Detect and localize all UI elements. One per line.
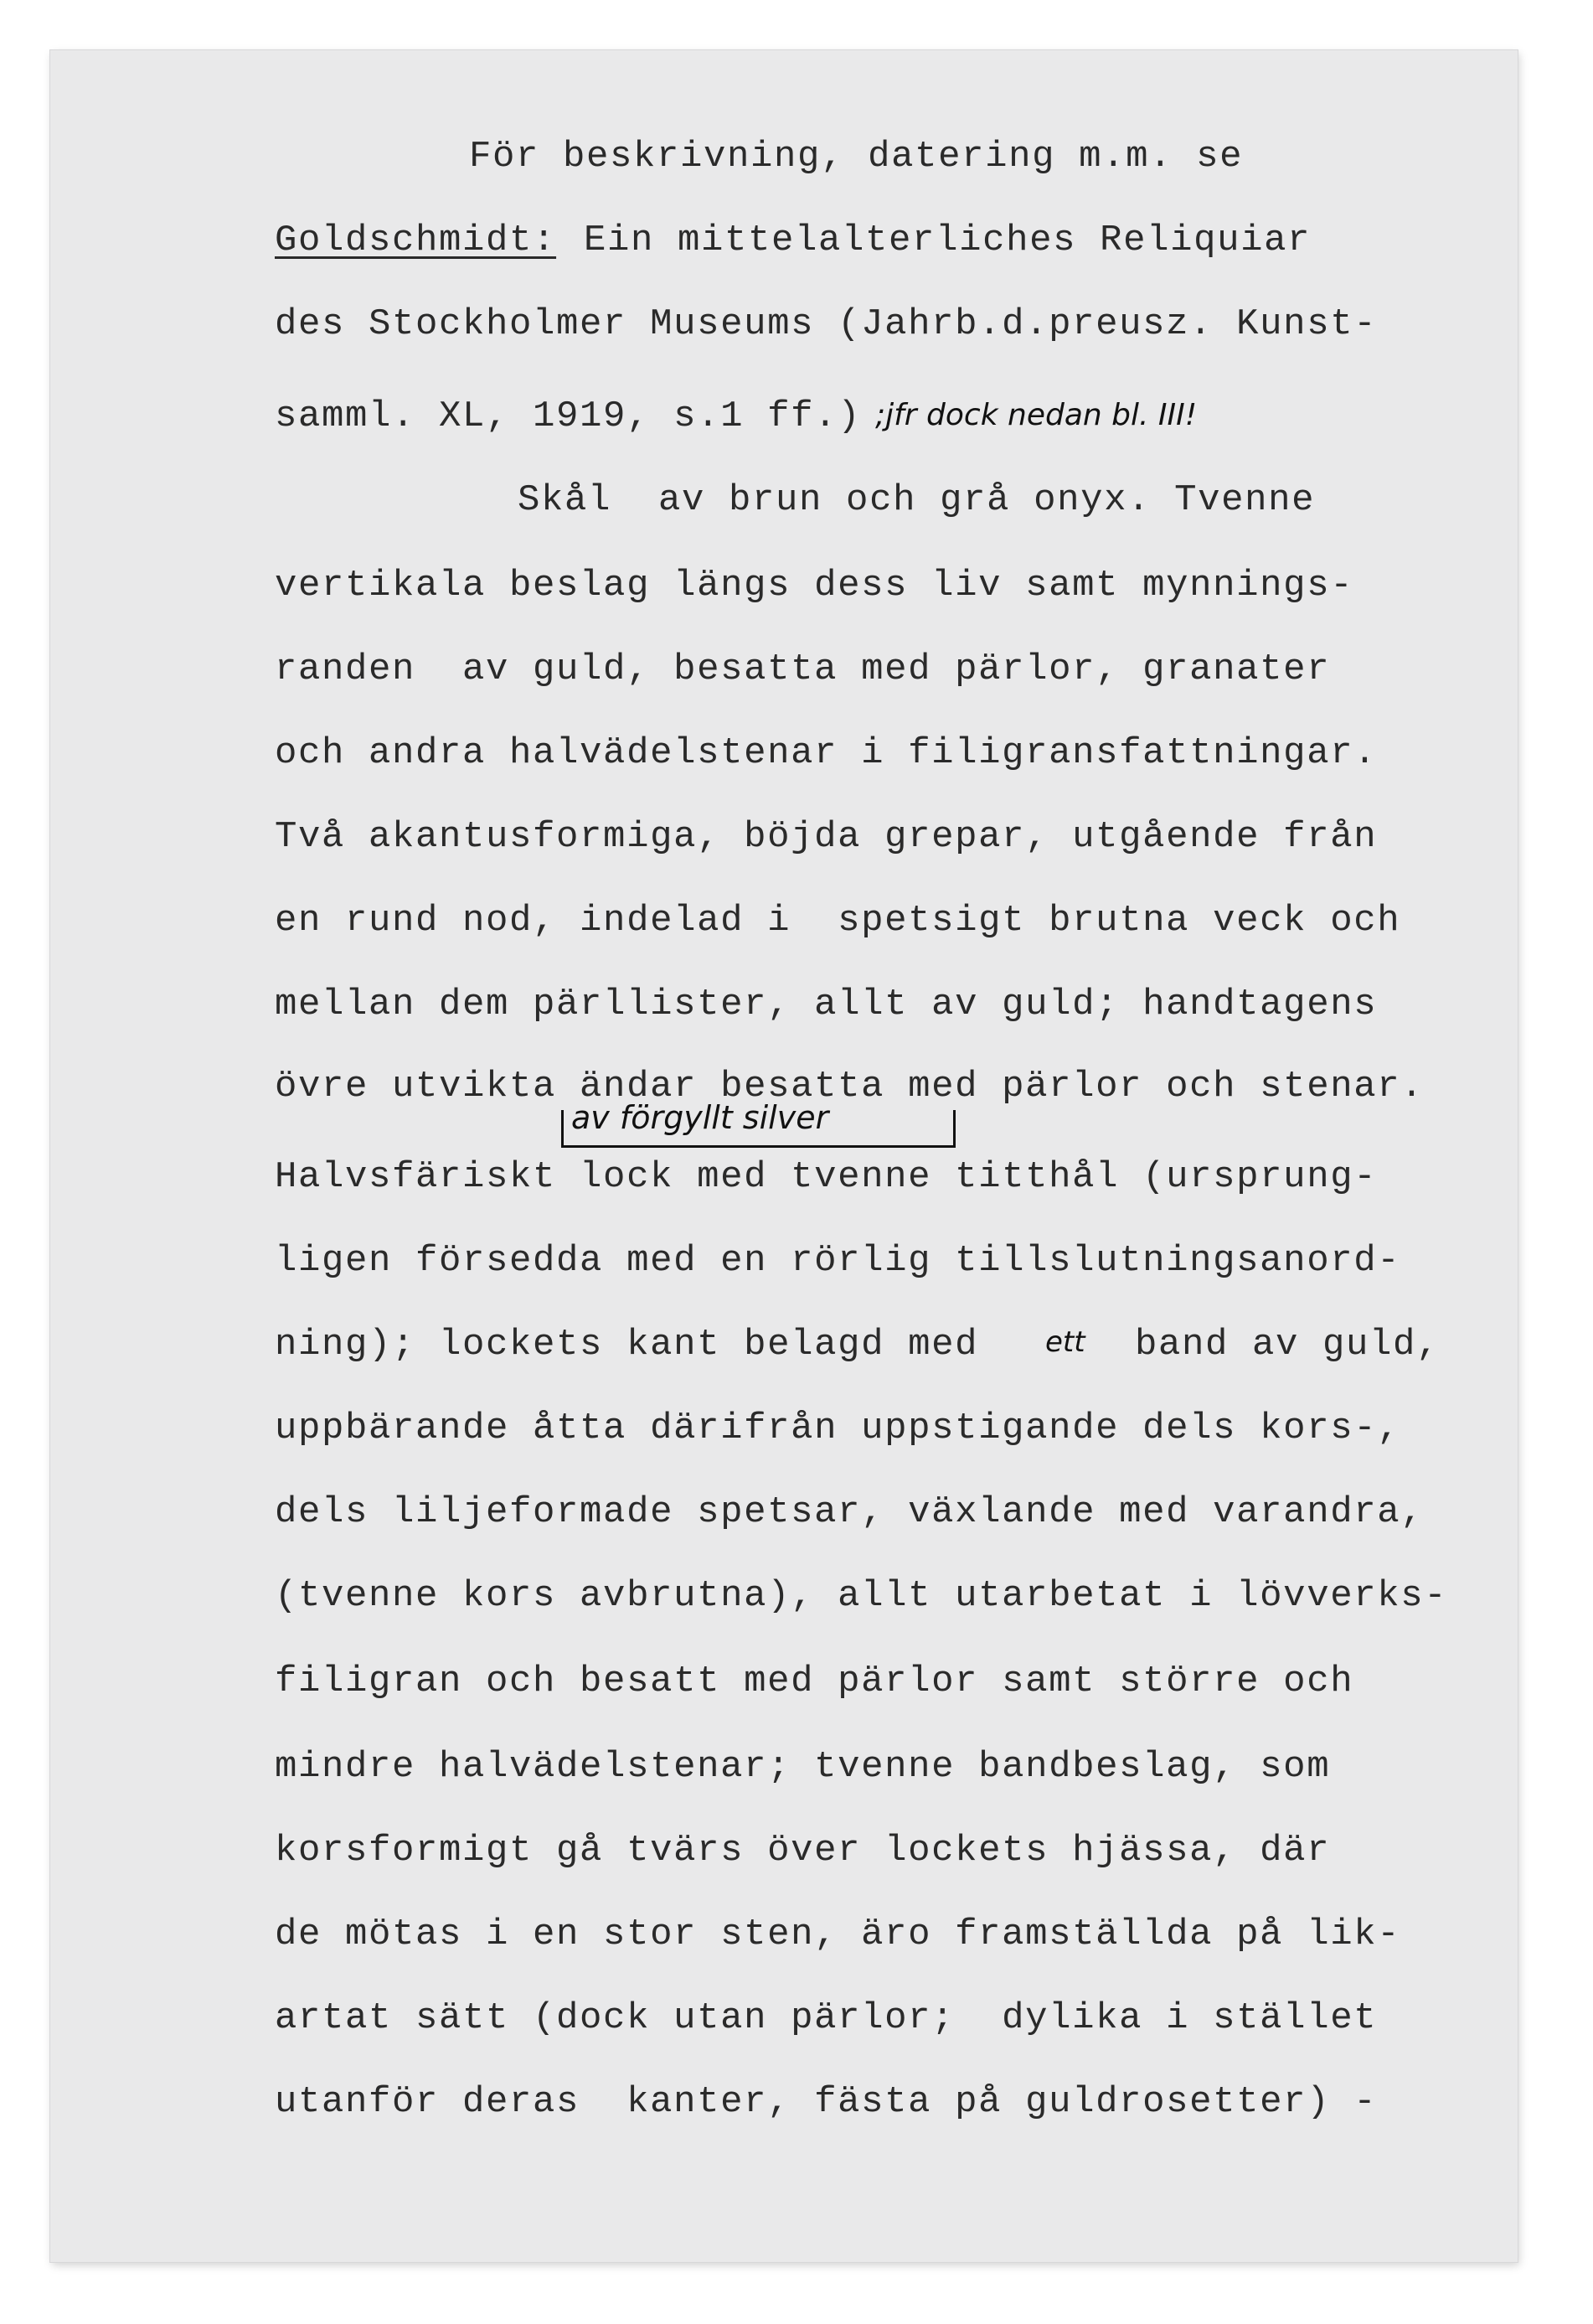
text-line-17: dels liljeformade spetsar, växlande med varandra,	[275, 1491, 1425, 1533]
text-line-20: mindre halvädelstenar; tvenne bandbeslag, som	[275, 1746, 1331, 1788]
text-line-5: Skål av brun och grå onyx. Tvenne	[518, 479, 1316, 521]
text-line-1: För beskrivning, datering m.m. se	[469, 136, 1244, 178]
text-line-18: (tvenne kors avbrutna), allt utarbetat i lövverks-	[275, 1575, 1448, 1617]
author-reference: Goldschmidt:	[275, 219, 557, 261]
text-line-6: vertikala beslag längs dess liv samt mynnings-	[275, 565, 1354, 607]
text-line-14: ligen försedda med en rörlig tillslutningsanord-	[275, 1240, 1401, 1282]
text-line-11: mellan dem pärllister, allt av guld; handtagens	[275, 984, 1378, 1025]
text-line-4: samml. XL, 1919, s.1 ff.)	[275, 395, 862, 437]
text-line-7: randen av guld, besatta med pärlor, granater	[275, 648, 1331, 690]
handwritten-reference-note: ;jfr dock nedan bl. III!	[875, 398, 1198, 432]
text-line-3: des Stockholmer Museums (Jahrb.d.preusz. Kunst-	[275, 303, 1378, 345]
text-line-12: övre utvikta ändar besatta med pärlor och stenar.	[275, 1066, 1425, 1108]
text-line-21: korsformigt gå tvärs över lockets hjässa, där	[275, 1830, 1331, 1872]
handwritten-insertion-ett: ett	[1045, 1325, 1085, 1359]
text-line-24: utanför deras kanter, fästa på guldrosetter) -	[275, 2081, 1378, 2123]
text-line-15b: band av guld,	[1135, 1324, 1441, 1366]
text-line-16: uppbärande åtta därifrån uppstigande dels kors-,	[275, 1407, 1401, 1449]
text-line-22: de mötas i en stor sten, äro framställda på lik-	[275, 1913, 1401, 1955]
handwritten-insertion-silver: av förgyllt silver	[571, 1099, 829, 1136]
text-line-10: en rund nod, indelad i spetsigt brutna veck och	[275, 900, 1401, 942]
text-line-13: Halvsfäriskt lock med tvenne titthål (ursprung-	[275, 1156, 1378, 1198]
text-line-8: och andra halvädelstenar i filigransfattningar.	[275, 732, 1378, 774]
text-line-2: Ein mittelalterliches Reliquiar	[584, 219, 1312, 261]
text-line-9: Två akantusformiga, böjda grepar, utgående från	[275, 816, 1378, 858]
text-line-19: filigran och besatt med pärlor samt större och	[275, 1660, 1354, 1702]
insertion-bracket	[561, 1110, 956, 1148]
text-line-23: artat sätt (dock utan pärlor; dylika i stället	[275, 1997, 1378, 2039]
text-line-15: ning); lockets kant belagd med	[275, 1324, 979, 1366]
document-page	[50, 50, 1518, 2262]
